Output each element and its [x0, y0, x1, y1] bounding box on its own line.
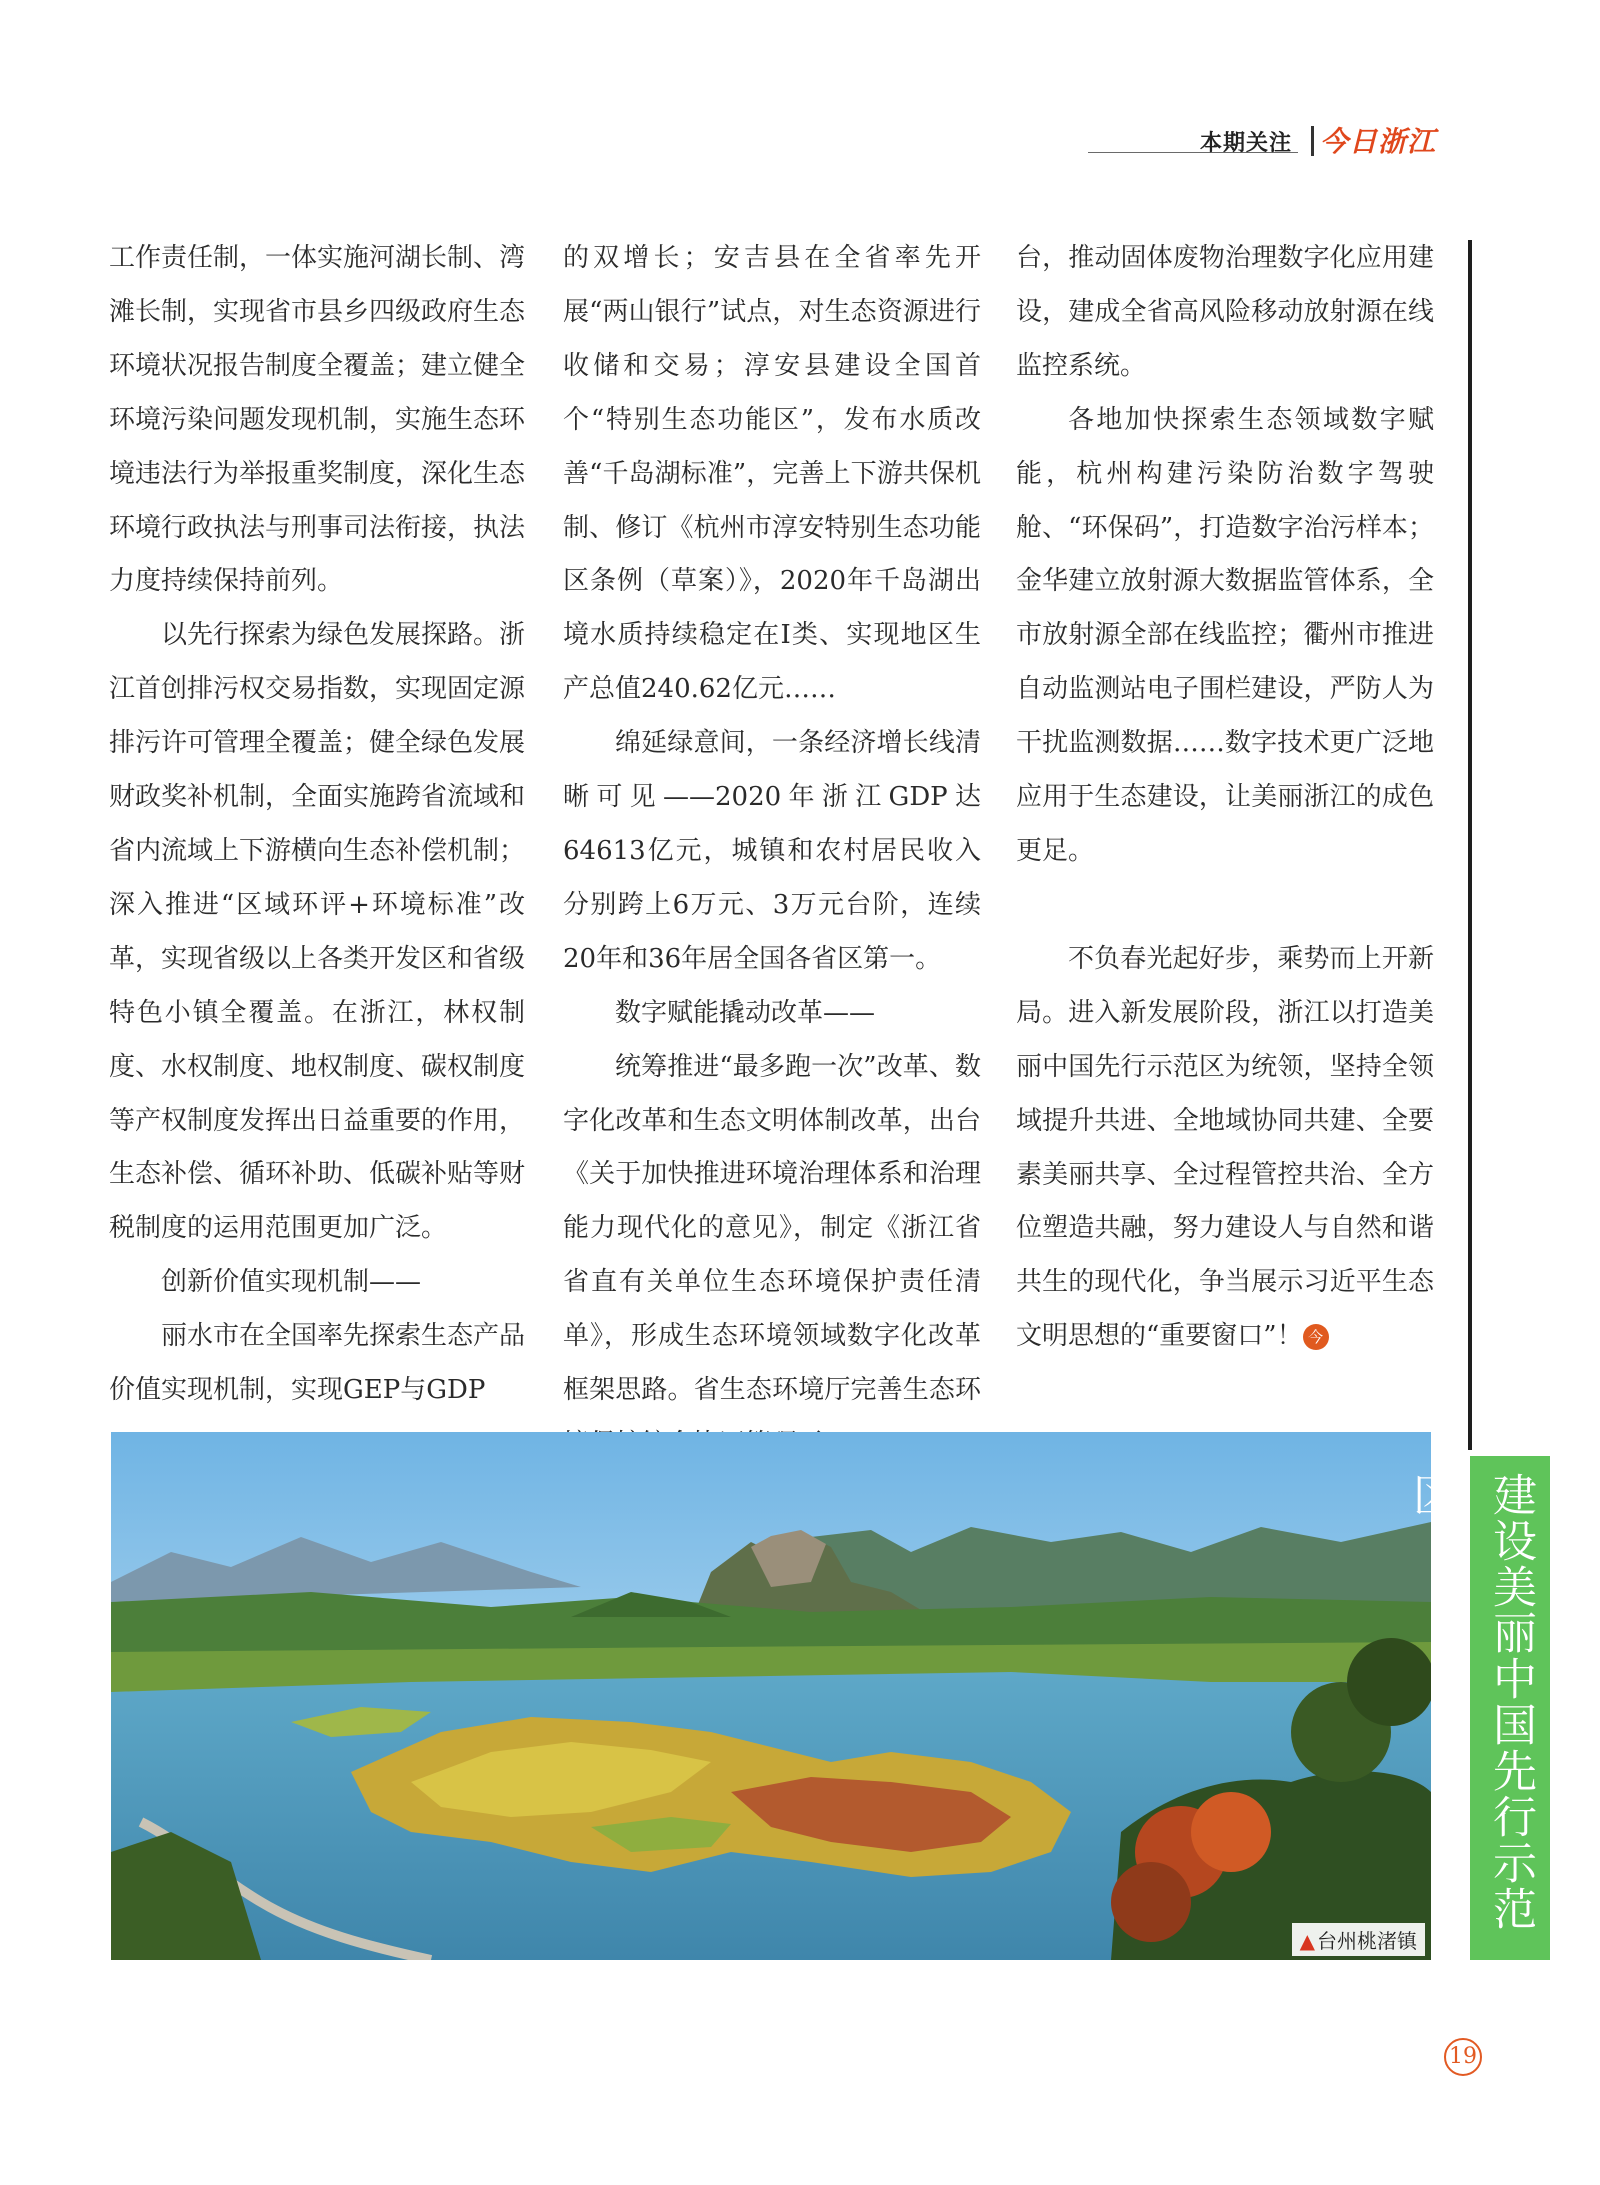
column-rule: [1468, 240, 1472, 1450]
closing-paragraph: [1016, 933, 1434, 1364]
magazine-logo: 今日浙江: [1320, 125, 1437, 158]
paragraph: 绵延绿意间，一条经济增长线清晰可见——2020年浙江GDP达64613亿元，城镇和农村居民收入分别跨上6万元、3万元台阶，连续20年和36年居全国各省区第一。: [563, 728, 981, 974]
text-column-1: [109, 232, 525, 1418]
text-column-3: [1016, 232, 1434, 1364]
paragraph: 的双增长；安吉县在全省率先开展“两山银行”试点，对生态资源进行收储和交易；淳安县建设全国首个“特别生态功能区”，发布水质改善“千岛湖标准”，完善上下游共保机制、修订《杭州市淳安特别生态功能区条例（草案）》，2020年千岛湖出境水质持续稳定在Ⅰ类、实现地区生产总值240.62亿元……: [563, 243, 981, 705]
paragraph: 台，推动固体废物治理数字化应用建设，建成全省高风险移动放射源在线监控系统。: [1016, 243, 1434, 381]
side-tab-label: 建设美丽中国先行示范区: [1405, 1472, 1536, 1932]
page-number: 19: [1444, 2038, 1482, 2076]
photo-caption: [1292, 1923, 1425, 1956]
paragraph: 各地加快探索生态领域数字赋能，杭州构建污染防治数字驾驶舱、“环保码”，打造数字治污样本；金华建立放射源大数据监管体系，全市放射源全部在线监控；衢州市推进自动监测站电子围栏建设，严防人为干扰监测数据……数字技术更广泛地应用于生态建设，让美丽浙江的成色更足。: [1016, 404, 1434, 866]
closing-text: 不负春光起好步，乘势而上开新局。进入新发展阶段，浙江以打造美丽中国先行示范区为统领，坚持全领域提升共进、全地域协同共建、全要素美丽共享、全过程管控共治、全方位塑造共融，努力建设人与自然和谐共生的现代化，争当展示习近平生态文明思想的“重要窗口”！: [1016, 943, 1434, 1352]
landscape-photo: [111, 1432, 1431, 1960]
caption-text: 台州桃渚镇: [1317, 1929, 1417, 1953]
subheading: 创新价值实现机制——: [161, 1267, 422, 1298]
paragraph: 统筹推进“最多跑一次”改革、数字化改革和生态文明体制改革，出台《关于加快推进环境治理体系和治理能力现代化的意见》，制定《浙江省省直有关单位生态环境保护责任清单》，形成生态环境领域数字化改革框架思路。省生态环境厅完善生态环: [563, 1051, 981, 1406]
caption-marker-icon: ▲: [1299, 1929, 1315, 1953]
paragraph: 丽水市在全国率先探索生态产品价值实现机制，实现GEP与GDP: [109, 1321, 526, 1406]
subheading: 数字赋能撬动改革——: [615, 997, 876, 1028]
side-tab: [1405, 1456, 1550, 1960]
text-column-2: [563, 232, 981, 1472]
end-mark-icon: 今: [1303, 1324, 1329, 1350]
landscape-illustration: [111, 1432, 1431, 1960]
paragraph: 以先行探索为绿色发展探路。浙江首创排污权交易指数，实现固定源排污许可管理全覆盖；健全绿色发展财政奖补机制，全面实施跨省流域和省内流域上下游横向生态补偿机制；深入推进“区域环评+环境标准”改革，实现省级以上各类开发区和省级特色小镇全覆盖。在浙江，林权制度、水权制度、地权制度、碳权制度等产权制度发挥出日益重要的作用，生态补偿、循环补助、低碳补贴等财税制度的运用范围更加广泛。: [109, 620, 526, 1244]
paragraph: 工作责任制，一体实施河湖长制、湾滩长制，实现省市县乡四级政府生态环境状况报告制度全覆盖；建立健全环境污染问题发现机制，实施生态环境违法行为举报重奖制度，深化生态环境行政执法与刑事司法衔接，执法力度持续保持前列。: [109, 243, 526, 597]
header-divider: [1311, 126, 1314, 156]
section-title: 本期关注: [1200, 131, 1293, 156]
